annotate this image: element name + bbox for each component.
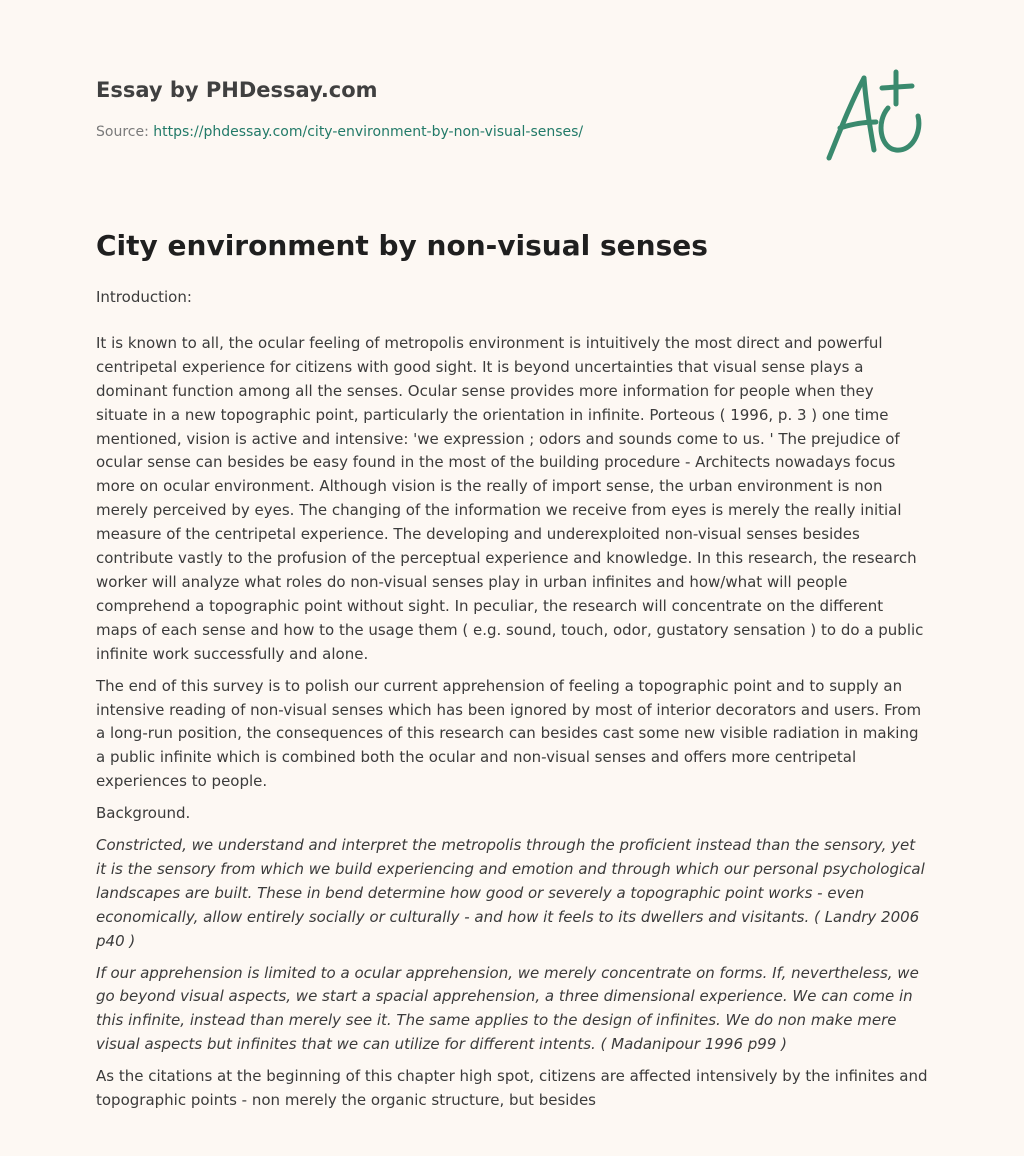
paragraph: The end of this survey is to polish our current apprehension of feeling a topographic point and to supply an intensive reading of non-visual senses which has been ignored by most of interior decorators and users. From a long-run position, the consequences of this research can besides cast some new visible radiation in making a public infinite which is combined both the ocular and non-visual senses and offers more centripetal experiences to people. <box>96 676 922 791</box>
source-line <box>96 122 583 142</box>
essay-title: City environment by non-visual senses <box>96 229 708 262</box>
paragraph: It is known to all, the ocular feeling of metropolis environment is intuitively the most direct and powerful centripetal experience for citizens with good sight. It is beyond uncertainties that visual sense plays a dominant function among all the senses. Ocular sense provides more information for people when they situate in a new topographic point, particularly the orientation in infinite. Porteous ( 1996, p. 3 ) one time mentioned, vision is active and intensive: 'we expression ; odors and sounds come to us. ' The prejudice of ocular sense can besides be easy found in the most of the building procedure - Architects nowadays focus more on ocular environment. Although vision is the really of import sense, the urban environment is non merely perceived by eyes. The changing of the information we receive from eyes is merely the really initial measure of the centripetal experience. The developing and underexploited non-visual senses besides contribute vastly to the profusion of the perceptual experience and knowledge. In this research, the research worker will analyze what roles do non-visual senses play in urban infinites and how/what will people comprehend a topographic point without sight. In peculiar, the research will concentrate on the different maps of each sense and how to the usage them ( e.g. sound, touch, odor, gustatory sensation ) to do a public infinite work successfully and alone. <box>96 333 924 663</box>
background-heading: Background. <box>96 804 191 823</box>
source-label: Source: <box>96 124 149 140</box>
block-quote: If our apprehension is limited to a ocular apprehension, we merely concentrate on forms. If, nevertheless, we go beyond visual aspects, we start a spacial apprehension, a three dimensional experience. We can come in this infinite, instead than merely see it. The same applies to the design of infinites. We do non make mere visual aspects but infinites that we can utilize for different intents. ( Madanipour 1996 p99 ) <box>96 963 919 1054</box>
paragraph: As the citations at the beginning of this chapter high spot, citizens are affected intensively by the infinites and topographic points - non merely the organic structure, but besides <box>96 1067 928 1110</box>
brand-title: Essay by PHDessay.com <box>96 78 378 102</box>
a-plus-logo-icon <box>818 66 930 166</box>
essay-body <box>96 286 928 1121</box>
block-quote: Constricted, we understand and interpret the metropolis through the proficient instead than the sensory, yet it is the sensory from which we build experiencing and emotion and through which our personal psychological landscapes are built. These in bend determine how good or severely a topographic point works - even economically, allow entirely socially or culturally - and how it feels to its dwellers and visitants. ( Landry 2006 p40 ) <box>96 836 925 950</box>
source-link[interactable]: https://phdessay.com/city-environment-by-non-visual-senses/ <box>153 124 584 140</box>
essay-header <box>96 76 583 142</box>
intro-heading: Introduction: <box>96 288 192 306</box>
